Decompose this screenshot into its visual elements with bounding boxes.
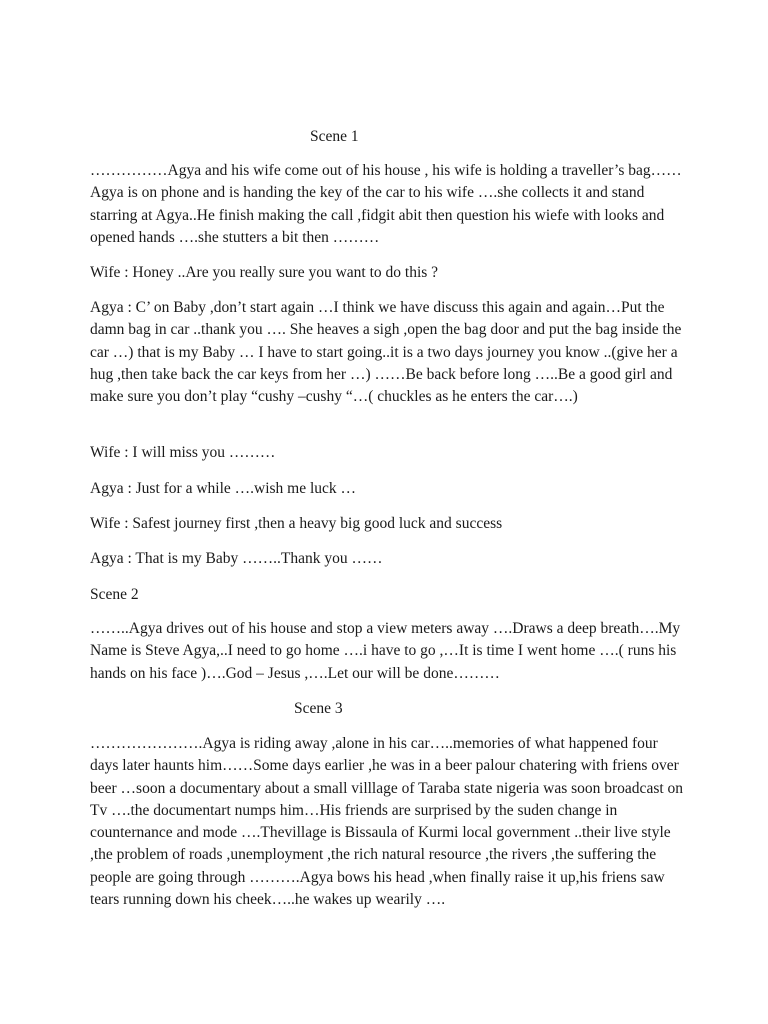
dialogue-agya-come-on-baby: Agya : C’ on Baby ,don’t start again …I think we have discuss this again and again…Put the damn bag in car ..thank you …. She heaves a sigh ,open the bag door and put the bag inside the car …) that is my Baby … I have to start going..it is a two days journey you know ..(give her a hug ,then take back the car keys from her …) ……Be back before long …..Be a good girl and make sure you don’t play “cushy –cushy “…( chuckles as he enters the car….) [90,299,682,406]
scene-1-heading: Scene 1 [310,128,359,145]
dialogue-wife-miss-you: Wife : I will miss you ……… [90,444,276,461]
scene-1-narration: ……………Agya and his wife come out of his house , his wife is holding a traveller’s bag……Agya is on phone and is handing the key of the car to his wife ….she collects it and stand starring at Agya..He finish making the call ,fidgit abit then question his wiefe with looks and opened hands ….she stutters a bit then ……… [90,162,682,246]
dialogue-wife-honey: Wife : Honey ..Are you really sure you want to do this ? [90,264,439,281]
scene-3-heading: Scene 3 [294,700,343,717]
dialogue-agya-thank-you: Agya : That is my Baby ……..Thank you …… [90,550,383,567]
scene-2-narration: ……..Agya drives out of his house and stop a view meters away ….Draws a deep breath….My Name is Steve Agya,..I need to go home ….i have to go ,…It is time I went home ….( runs his hands on his face )….God – Jesus ,….Let our will be done……… [90,620,681,682]
scene-3-narration: ………………….Agya is riding away ,alone in his car…..memories of what happened four days later haunts him……Some days earlier ,he was in a beer palour chatering with friens over beer …soon a documentary about a small villlage of Taraba state nigeria was soon broadcast on Tv ….the documentart numps him…His friends are surprised by the suden change in counternance and mode ….Thevillage is Bissaula of Kurmi local government ..their live style ,the problem of roads ,unemployment ,the rich natural resource ,the rivers ,the suffering the people are going through ……….Agya bows his head ,when finally raise it up,his friens saw tears running down his cheek…..he wakes up wearily …. [90,735,684,909]
dialogue-agya-wish-me-luck: Agya : Just for a while ….wish me luck … [90,480,357,497]
scene-2-heading: Scene 2 [90,586,139,603]
dialogue-wife-safest-journey: Wife : Safest journey first ,then a heavy big good luck and success [90,515,503,532]
